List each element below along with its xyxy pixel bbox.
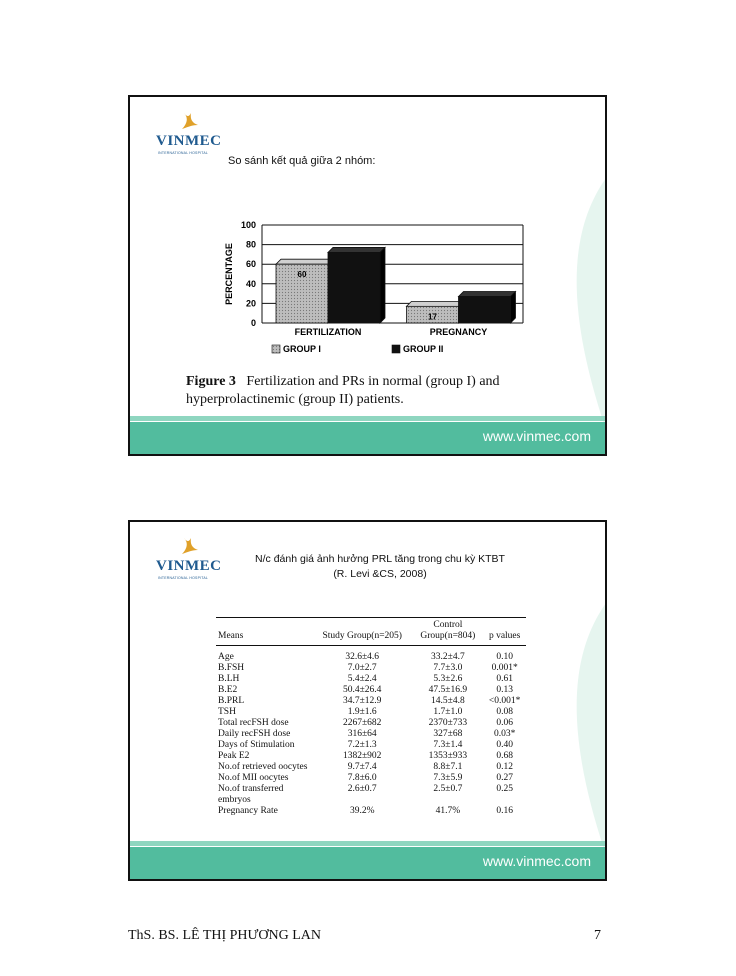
bar-chart <box>218 213 528 363</box>
table-row <box>216 707 526 718</box>
y-tick-label: 80 <box>245 239 256 250</box>
study-value: 7.8±6.0 <box>347 773 377 783</box>
table-row <box>216 740 526 751</box>
y-tick-label: 0 <box>250 318 256 328</box>
control-value: 33.2±4.7 <box>431 652 465 662</box>
p-value: 0.16 <box>496 806 513 816</box>
study-value: 316±64 <box>347 729 377 739</box>
table-header-row <box>216 618 526 646</box>
x-category-label: FERTILIZATION <box>294 327 362 337</box>
study-value: 2.6±0.7 <box>347 784 377 794</box>
figure-caption <box>186 373 586 409</box>
table-row <box>216 718 526 729</box>
vinmec-bird-icon <box>178 536 200 558</box>
control-value: 7.7±3.0 <box>433 663 463 673</box>
header-p-values: p values <box>483 618 526 646</box>
study-value: 1382±902 <box>342 751 382 761</box>
row-label: No.of transferred embryos <box>218 784 284 805</box>
y-tick-label: 60 <box>245 259 256 270</box>
slide-title <box>230 552 530 582</box>
y-tick-label: 100 <box>240 220 256 230</box>
row-label: B.LH <box>218 674 240 684</box>
p-value: 0.40 <box>496 740 513 750</box>
table-row <box>216 729 526 740</box>
table-row <box>216 806 526 821</box>
table-row <box>216 751 526 762</box>
table-row <box>216 663 526 674</box>
bar-value-label: 17 <box>428 312 437 322</box>
slide-title-line2: (R. Levi &CS, 2008) <box>333 568 427 580</box>
legend-swatch <box>272 345 280 353</box>
p-value: 0.25 <box>496 784 513 794</box>
row-label: Daily recFSH dose <box>218 729 291 739</box>
control-value: 8.8±7.1 <box>433 762 463 772</box>
x-category-label: PREGNANCY <box>429 327 488 337</box>
row-label: TSH <box>218 707 236 717</box>
control-value: 7.3±5.9 <box>433 773 463 783</box>
study-value: 2267±682 <box>342 718 382 728</box>
control-value: 1353±933 <box>428 751 468 761</box>
study-value: 9.7±7.4 <box>347 762 377 772</box>
logo-wordmark: VINMEC <box>156 133 222 149</box>
footer-url: www.vinmec.com <box>482 853 591 869</box>
row-label: Days of Stimulation <box>218 740 295 750</box>
p-value: 0.06 <box>496 718 513 728</box>
slide-prl-study-table <box>128 520 607 881</box>
study-value: 7.0±2.7 <box>347 663 377 673</box>
bar <box>459 297 511 323</box>
bar <box>328 252 380 323</box>
table-row <box>216 773 526 784</box>
bar-top <box>459 292 516 297</box>
row-label: B.PRL <box>218 696 245 706</box>
logo-subtitle: INTERNATIONAL HOSPITAL <box>158 151 209 155</box>
row-label: No.of MII oocytes <box>218 773 289 783</box>
vinmec-bird-icon <box>178 111 200 133</box>
legend-swatch <box>392 345 400 353</box>
page-number: 7 <box>594 928 601 943</box>
header-means: Means <box>216 618 312 646</box>
header-control-bottom: Group(n=804) <box>420 631 476 641</box>
caption-label: Figure 3 <box>186 374 236 389</box>
slide-fertilization-chart <box>128 95 607 456</box>
table-row <box>216 762 526 773</box>
p-value: 0.68 <box>496 751 513 761</box>
bar-top <box>407 301 464 306</box>
table-row <box>216 784 526 806</box>
slide-title-line1: N/c đánh giá ảnh hưởng PRL tăng trong chu kỳ KTBT <box>255 553 505 565</box>
p-value: 0.08 <box>496 707 513 717</box>
row-label: Age <box>218 652 234 662</box>
table-row <box>216 674 526 685</box>
header-control-group <box>412 618 483 646</box>
control-value: 5.3±2.6 <box>433 674 463 684</box>
row-label: Pregnancy Rate <box>218 806 278 816</box>
p-value: <0.001* <box>488 696 521 706</box>
legend-label: GROUP II <box>403 344 444 354</box>
control-value: 7.3±1.4 <box>433 740 463 750</box>
study-value: 39.2% <box>349 806 375 816</box>
p-value: 0.10 <box>496 652 513 662</box>
author-name: ThS. BS. LÊ THỊ PHƯƠNG LAN <box>128 928 321 943</box>
control-value: 47.5±16.9 <box>428 685 468 695</box>
row-label: Peak E2 <box>218 751 250 761</box>
control-value: 2.5±0.7 <box>433 784 463 794</box>
vinmec-logo <box>156 536 230 580</box>
footer-url: www.vinmec.com <box>482 428 591 444</box>
study-value: 34.7±12.9 <box>342 696 382 706</box>
slide-heading: So sánh kết quả giữa 2 nhóm: <box>228 155 376 167</box>
p-value: 0.03* <box>493 729 516 739</box>
row-label: No.of retrieved oocytes <box>218 762 308 772</box>
bar-value-label: 60 <box>297 270 307 280</box>
row-label: B.FSH <box>218 663 245 673</box>
control-value: 41.7% <box>435 806 461 816</box>
comparison-table <box>216 617 526 821</box>
bar-top <box>328 247 385 252</box>
slide-footer <box>130 422 605 454</box>
p-value: 0.27 <box>496 773 513 783</box>
control-value: 14.5±4.8 <box>431 696 465 706</box>
y-tick-label: 20 <box>245 298 256 309</box>
logo-subtitle: INTERNATIONAL HOSPITAL <box>158 576 209 580</box>
p-value: 0.61 <box>496 674 513 684</box>
vinmec-logo <box>156 111 230 155</box>
control-value: 2370±733 <box>428 718 468 728</box>
decorative-watermark <box>515 562 607 862</box>
header-control-top: Control <box>433 620 463 630</box>
study-value: 1.9±1.6 <box>347 707 377 717</box>
p-value: 0.12 <box>496 762 513 772</box>
study-value: 50.4±26.4 <box>342 685 382 695</box>
bar-top <box>276 259 333 264</box>
bar-side <box>511 292 516 323</box>
study-value: 5.4±2.4 <box>347 674 377 684</box>
study-value: 32.6±4.6 <box>345 652 380 662</box>
p-value: 0.001* <box>491 663 518 673</box>
caption-text: Fertilization and PRs in normal (group I) and hyperprolactinemic (group II) patients. <box>186 374 500 407</box>
y-tick-label: 40 <box>245 278 256 289</box>
control-value: 1.7±1.0 <box>433 707 463 717</box>
logo-wordmark: VINMEC <box>156 558 222 574</box>
table-row <box>216 646 526 664</box>
p-value: 0.13 <box>496 685 513 695</box>
y-axis-label: PERCENTAGE <box>224 243 234 305</box>
table-row <box>216 696 526 707</box>
footer-band <box>130 841 605 846</box>
study-value: 7.2±1.3 <box>347 740 377 750</box>
legend-label: GROUP I <box>283 344 321 354</box>
control-value: 327±68 <box>433 729 463 739</box>
row-label: Total recFSH dose <box>218 718 289 728</box>
bar-side <box>380 247 385 323</box>
footer-band <box>130 416 605 421</box>
slide-footer <box>130 847 605 879</box>
table-row <box>216 685 526 696</box>
header-study-group: Study Group(n=205) <box>312 618 412 646</box>
row-label: B.E2 <box>218 685 238 695</box>
